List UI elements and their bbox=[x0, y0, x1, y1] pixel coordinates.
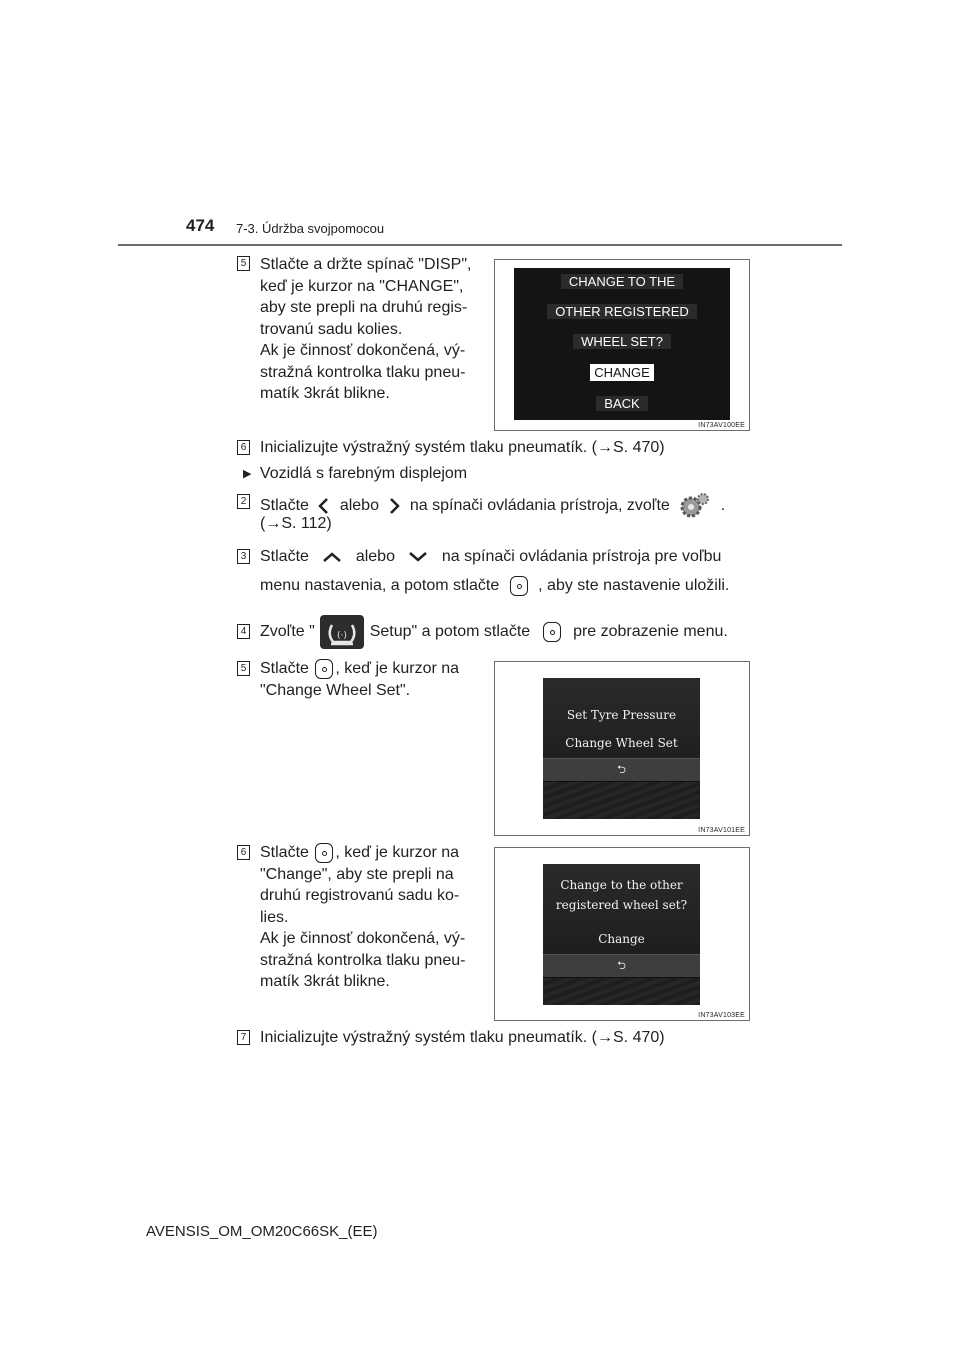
subheading-text: Vozidlá s farebným displejom bbox=[259, 465, 468, 482]
text-line: trovanú sadu kolies. bbox=[260, 320, 403, 338]
document-code: AVENSIS_OM_OM20C66SK_(EE) bbox=[146, 1223, 378, 1240]
page-number: 474 bbox=[186, 216, 215, 235]
header-rule bbox=[118, 244, 842, 246]
step-text: Inicializujte výstražný systém tlaku pneumatík. (→S. 470) bbox=[260, 1029, 665, 1046]
figure-display-change-set bbox=[494, 847, 750, 1021]
text-line: Stlačte a držte spínač "DISP", bbox=[260, 256, 472, 273]
triangle-icon: ▶ bbox=[243, 468, 252, 480]
color-screen bbox=[543, 678, 700, 819]
menu-line: OTHER REGISTERED bbox=[514, 304, 730, 319]
menu-option: Change to the other bbox=[560, 878, 683, 892]
step-badge: 4 bbox=[237, 624, 250, 639]
text-line: aby ste prepli na druhú regis- bbox=[260, 299, 468, 316]
step-text: Stlačte , keď je kurzor na "Change", aby ste prepli na druhú registrovanú sadu ko- lies. Ak je činnosť dokončená, vý- stražná kontrolka tlaku pneu- matík 3krát blikne. bbox=[260, 842, 480, 993]
text-line: "Change", aby ste prepli na bbox=[260, 865, 454, 883]
figure-code: IN73AV100EE bbox=[698, 422, 745, 429]
chevron-up-icon bbox=[317, 548, 347, 566]
chevron-down-icon bbox=[403, 548, 433, 566]
text-line: matík 3krát blikne. bbox=[260, 973, 390, 990]
menu-line: BACK bbox=[514, 396, 730, 411]
back-icon: ⮌ bbox=[543, 954, 700, 978]
step-badge: 5 bbox=[237, 256, 250, 271]
step-badge: 2 bbox=[237, 494, 250, 509]
step-badge: 5 bbox=[237, 661, 250, 676]
svg-text:(·): (·) bbox=[337, 630, 348, 641]
menu-option: Set Tyre Pressure bbox=[566, 708, 677, 722]
step-text: Inicializujte výstražný systém tlaku pneumatík. (→S. 470) bbox=[260, 439, 665, 456]
text-line: keď je kurzor na "CHANGE", bbox=[260, 277, 464, 295]
chevron-right-icon bbox=[383, 496, 405, 516]
menu-line: CHANGE TO THE bbox=[514, 274, 730, 289]
enter-button-icon bbox=[315, 659, 333, 679]
figure-code: IN73AV103EE bbox=[698, 1012, 745, 1019]
step-text: Stlačte alebo na spínači ovládania prístroja pre voľbu bbox=[260, 548, 722, 565]
text-line: Ak je činnosť dokončená, vý- bbox=[260, 342, 466, 359]
figure-display-set-tyre bbox=[494, 661, 750, 836]
figure-code: IN73AV101EE bbox=[698, 827, 745, 834]
text-line: Ak je činnosť dokončená, vý- bbox=[260, 930, 466, 947]
section-title: 7-3. Údržba svojpomocou bbox=[236, 221, 385, 236]
menu-option: Change Wheel Set bbox=[565, 736, 678, 750]
text-line: stražná kontrolka tlaku pneu- bbox=[260, 951, 466, 969]
text-line: lies. bbox=[260, 908, 289, 926]
subheading bbox=[243, 463, 467, 486]
text-line: matík 3krát blikne. bbox=[260, 385, 390, 402]
step-text: Stlačte alebo na spínači ovládania prístroja, zvoľte . bbox=[260, 491, 725, 521]
text-line: druhú registrovanú sadu ko- bbox=[260, 887, 460, 904]
text-line: "Change Wheel Set". bbox=[260, 681, 411, 699]
step-badge: 6 bbox=[237, 440, 250, 455]
enter-button-icon bbox=[510, 576, 528, 596]
gear-icon bbox=[678, 491, 712, 521]
step-text: Stlačte , keď je kurzor na "Change Wheel Set". bbox=[260, 658, 490, 701]
step-text bbox=[260, 254, 488, 405]
menu-line-selected: CHANGE bbox=[514, 365, 730, 380]
lcd-screen bbox=[514, 268, 730, 420]
step-badge: 6 bbox=[237, 845, 250, 860]
step-ref: (→S. 112) bbox=[260, 515, 332, 532]
step-text: menu nastavenia, a potom stlačte , aby ste nastavenie uložili. bbox=[260, 577, 730, 594]
back-icon: ⮌ bbox=[543, 758, 700, 782]
menu-line: WHEEL SET? bbox=[514, 334, 730, 349]
step-badge: 7 bbox=[237, 1030, 250, 1045]
menu-option: Change bbox=[598, 932, 645, 946]
step-badge: 3 bbox=[237, 549, 250, 564]
text-line: stražná kontrolka tlaku pneu- bbox=[260, 363, 466, 381]
step-text: Zvoľte " (·) Setup" a potom stlačte pre zobrazenie menu. bbox=[260, 621, 728, 643]
enter-button-icon bbox=[315, 843, 333, 863]
menu-option: registered wheel set? bbox=[555, 898, 688, 912]
tire-pressure-icon bbox=[319, 614, 365, 650]
enter-button-icon bbox=[543, 622, 561, 642]
figure-lcd-change bbox=[494, 259, 750, 431]
color-screen bbox=[543, 864, 700, 1005]
